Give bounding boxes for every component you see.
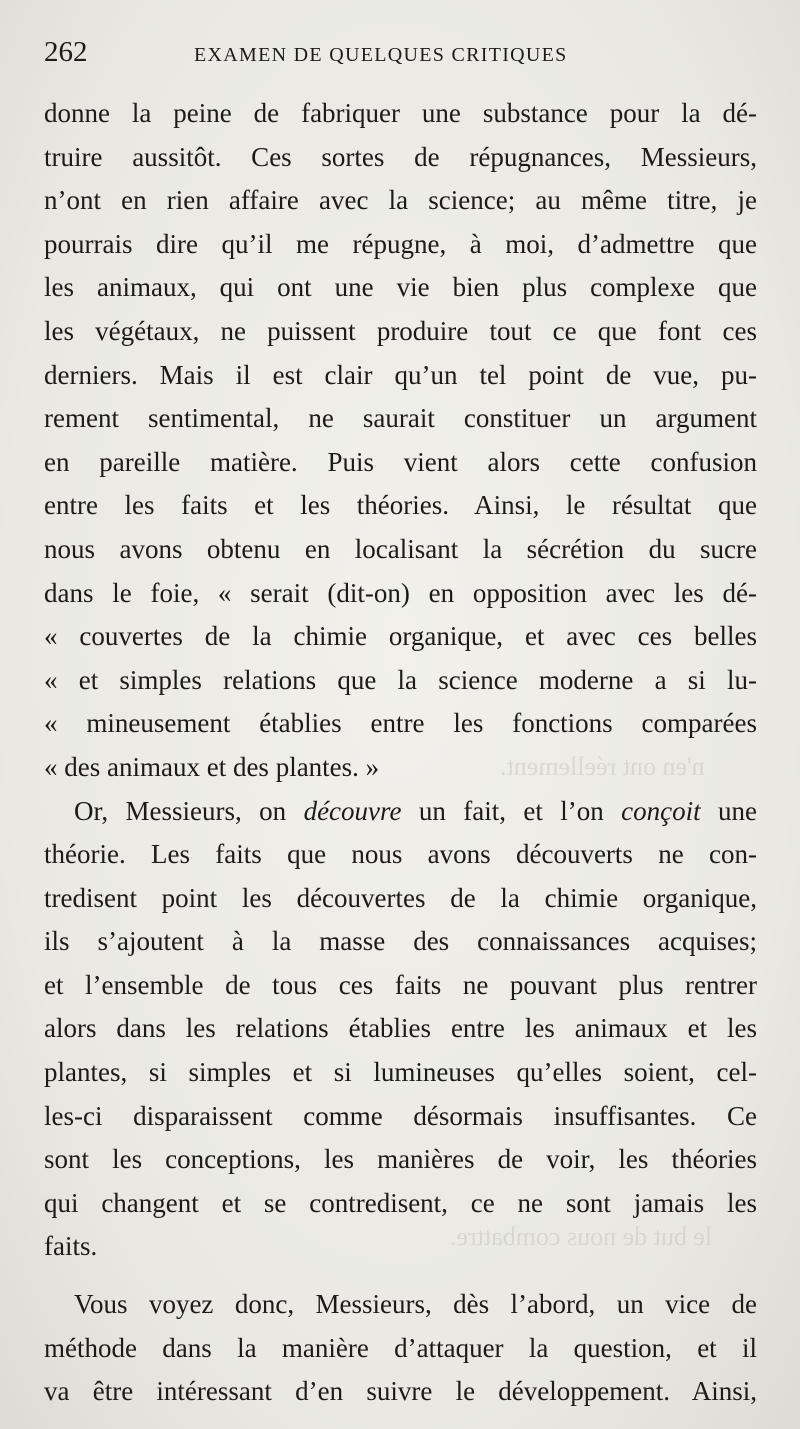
text-line: les animaux, qui ont une vie bien plus complexe que: [44, 272, 757, 303]
text-line: et l’ensemble de tous ces faits ne pouvant plus rentrer: [44, 969, 757, 1000]
text-line: méthode dans la manière d’attaquer la question, et il: [44, 1332, 757, 1363]
text-line: alors dans les relations établies entre les animaux et les: [44, 1013, 757, 1044]
text-line: « des animaux et des plantes. »: [44, 751, 380, 782]
running-head: EXAMEN DE QUELQUES CRITIQUES: [194, 44, 568, 66]
page-header: [44, 36, 758, 80]
text-line: qui changent et se contredisent, ce ne sont jamais les: [44, 1187, 757, 1218]
text-line: entre les faits et les théories. Ainsi, le résultat que: [44, 490, 757, 521]
text-line: les végétaux, ne puissent produire tout ce que font ces: [44, 315, 757, 346]
text-line: n’ont en rien affaire avec la science; au même titre, je: [44, 185, 757, 216]
text-line: rement sentimental, ne saurait constituer un argument: [44, 403, 757, 434]
text-line: « couvertes de la chimie organique, et avec ces belles: [44, 621, 757, 652]
text-line: plantes, si simples et si lumineuses qu’elles soient, cel-: [44, 1057, 757, 1088]
paragraph-2: [44, 790, 757, 1270]
text-line: « et simples relations que la science moderne a si lu-: [44, 664, 757, 695]
text-line: les-ci disparaissent comme désormais insuffisantes. Ce: [44, 1100, 757, 1131]
text-line: sont les conceptions, les manières de voir, les théories: [44, 1144, 757, 1175]
paragraph-3: [44, 1283, 757, 1414]
text-line: tredisent point les découvertes de la chimie organique,: [44, 882, 757, 913]
paragraph-spacing: [44, 1269, 757, 1283]
italic-word: découvre: [303, 795, 402, 826]
show-through-text: le but de nous combattre.: [450, 1222, 713, 1251]
italic-word: conçoit: [621, 795, 701, 826]
text-line: « mineusement établies entre les fonctions comparées: [44, 708, 757, 739]
text-line: dans le foie, « serait (dit-on) en opposition avec les dé-: [44, 577, 757, 608]
text-line: [44, 790, 757, 834]
text-run: une: [700, 795, 757, 826]
text-line: ils s’ajoutent à la masse des connaissances acquises;: [44, 926, 757, 957]
text-line: faits.: [44, 1231, 98, 1262]
text-run: Or, Messieurs, on: [74, 795, 304, 826]
show-through-text: n'en ont réellement.: [500, 752, 705, 781]
page-number: 262: [44, 36, 88, 68]
text-line: Vous voyez donc, Messieurs, dès l’abord, un vice de: [74, 1289, 757, 1320]
text-line: donne la peine de fabriquer une substance pour la dé-: [44, 98, 757, 128]
text-line: théorie. Les faits que nous avons découverts ne con-: [44, 839, 757, 870]
text-line: pourrais dire qu’il me répugne, à moi, d’admettre que: [44, 228, 757, 259]
text-line: derniers. Mais il est clair qu’un tel point de vue, pu-: [44, 359, 757, 390]
text-line: va être intéressant d’en suivre le développement. Ainsi,: [44, 1376, 757, 1407]
paragraph-1: [44, 92, 757, 790]
body-text: [44, 92, 757, 1414]
text-line: nous avons obtenu en localisant la sécrétion du sucre: [44, 533, 757, 564]
text-line: truire aussitôt. Ces sortes de répugnances, Messieurs,: [44, 141, 757, 172]
text-line: en pareille matière. Puis vient alors cette confusion: [44, 446, 757, 477]
text-run: un fait, et l’on: [401, 795, 622, 826]
